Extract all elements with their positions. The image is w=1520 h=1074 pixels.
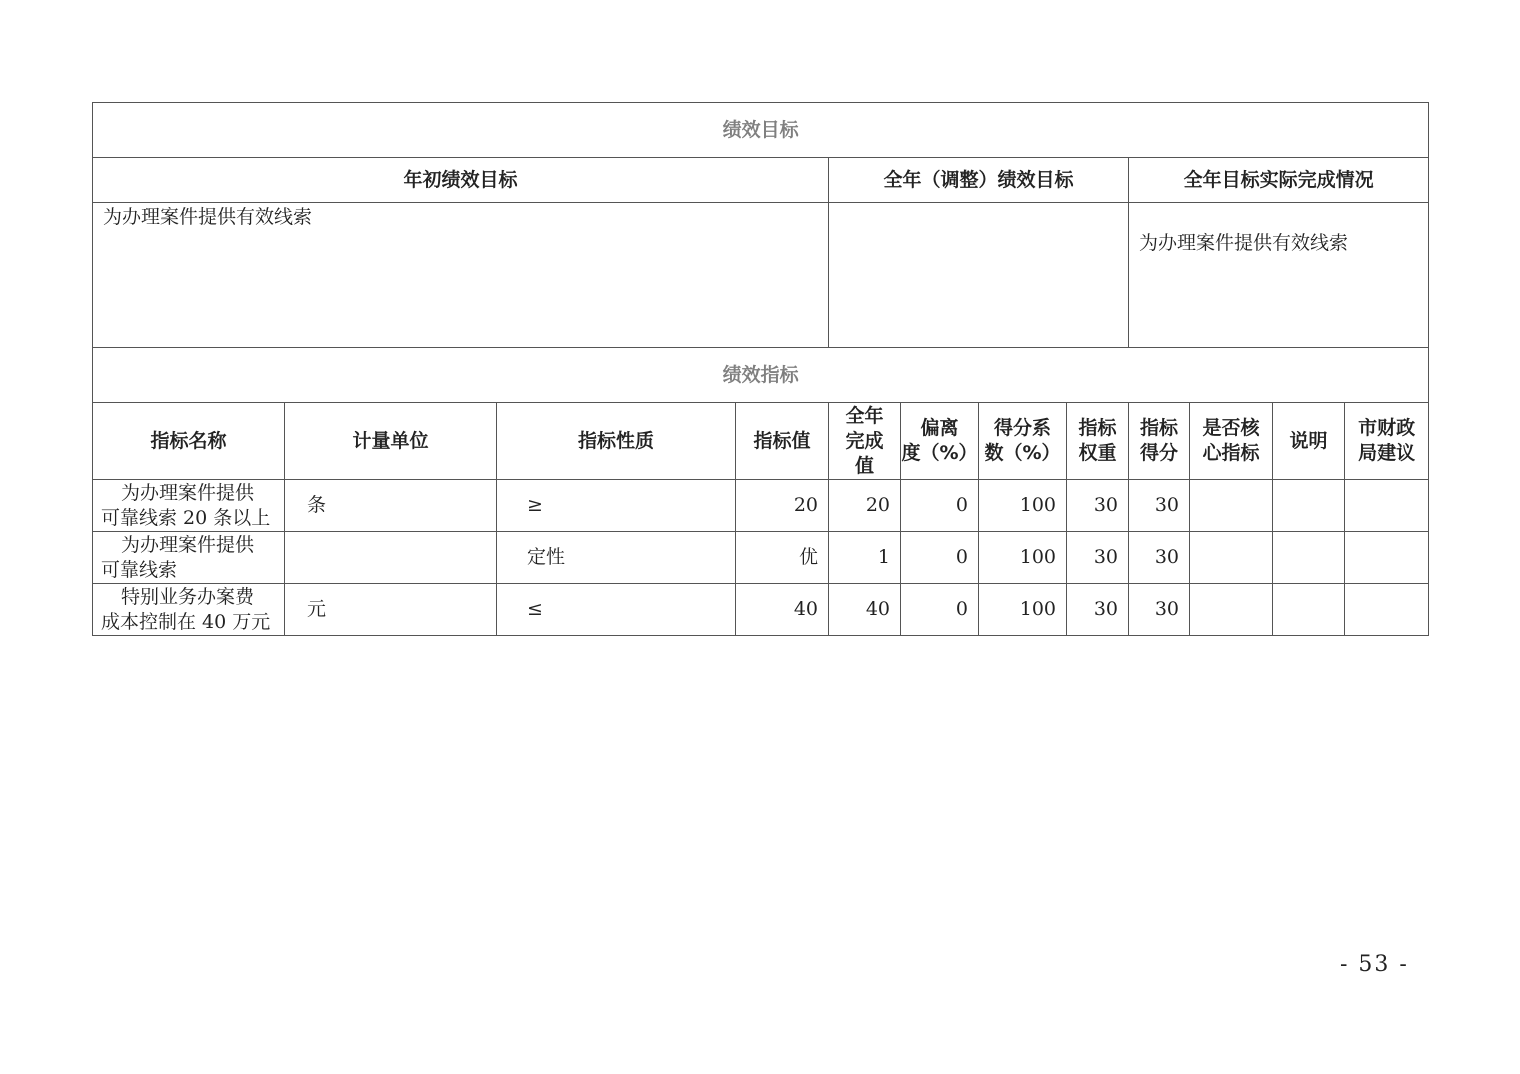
- table-row: [93, 584, 1429, 636]
- header-value: 指标值: [736, 403, 829, 480]
- indicator-core: [1190, 532, 1273, 584]
- indicator-bureau: [1345, 480, 1429, 532]
- actual-completion-header: 全年目标实际完成情况: [1129, 158, 1429, 203]
- actual-completion-cell: [1129, 203, 1429, 348]
- indicator-weight: 30: [1067, 480, 1129, 532]
- indicator-value: 40: [736, 584, 829, 636]
- adjusted-goal-header: 全年（调整）绩效目标: [829, 158, 1129, 203]
- indicator-nature: 定性: [497, 532, 736, 584]
- page-number: - 53 -: [1340, 952, 1409, 977]
- indicator-name: 特别业务办案费 成本控制在 40 万元: [93, 584, 285, 636]
- indicator-core: [1190, 584, 1273, 636]
- initial-goal-header: 年初绩效目标: [93, 158, 829, 203]
- adjusted-goal-cell: [829, 203, 1129, 348]
- header-score: 指标 得分: [1129, 403, 1190, 480]
- indicator-deviation: 0: [901, 584, 979, 636]
- initial-goal-text: 为办理案件提供有效线索: [103, 206, 313, 228]
- indicator-coefficient: 100: [979, 532, 1067, 584]
- actual-completion-text: 为办理案件提供有效线索: [1139, 232, 1349, 254]
- header-done: 全年 完成 值: [829, 403, 901, 480]
- header-weight: 指标 权重: [1067, 403, 1129, 480]
- header-name: 指标名称: [93, 403, 285, 480]
- indicator-score: 30: [1129, 480, 1190, 532]
- header-deviation: 偏离 度（%）: [901, 403, 979, 480]
- indicator-score: 30: [1129, 584, 1190, 636]
- indicator-done: 1: [829, 532, 901, 584]
- indicator-weight: 30: [1067, 584, 1129, 636]
- indicator-deviation: 0: [901, 480, 979, 532]
- goals-section-title: 绩效目标: [93, 103, 1429, 158]
- indicator-deviation: 0: [901, 532, 979, 584]
- indicator-weight: 30: [1067, 532, 1129, 584]
- indicator-unit: [285, 532, 497, 584]
- indicator-done: 20: [829, 480, 901, 532]
- table-row: [93, 480, 1429, 532]
- table-row: [93, 532, 1429, 584]
- indicators-header-row: [93, 403, 1429, 480]
- header-note: 说明: [1273, 403, 1345, 480]
- indicator-unit: 元: [285, 584, 497, 636]
- indicator-note: [1273, 532, 1345, 584]
- header-coefficient: 得分系 数（%）: [979, 403, 1067, 480]
- header-bureau: 市财政 局建议: [1345, 403, 1429, 480]
- indicators-section-title: 绩效指标: [93, 348, 1429, 403]
- indicator-coefficient: 100: [979, 584, 1067, 636]
- header-nature: 指标性质: [497, 403, 736, 480]
- header-unit: 计量单位: [285, 403, 497, 480]
- performance-table: [92, 102, 1429, 636]
- indicator-unit: 条: [285, 480, 497, 532]
- indicator-value: 优: [736, 532, 829, 584]
- adjusted-goal-text: [829, 203, 1128, 207]
- indicator-nature: ≤: [497, 584, 736, 636]
- indicator-score: 30: [1129, 532, 1190, 584]
- indicator-done: 40: [829, 584, 901, 636]
- indicator-note: [1273, 584, 1345, 636]
- indicator-core: [1190, 480, 1273, 532]
- indicator-note: [1273, 480, 1345, 532]
- indicator-bureau: [1345, 584, 1429, 636]
- initial-goal-cell: [93, 203, 829, 348]
- indicator-coefficient: 100: [979, 480, 1067, 532]
- header-core: 是否核 心指标: [1190, 403, 1273, 480]
- indicator-value: 20: [736, 480, 829, 532]
- indicator-name: 为办理案件提供 可靠线索: [93, 532, 285, 584]
- indicator-nature: ≥: [497, 480, 736, 532]
- indicator-bureau: [1345, 532, 1429, 584]
- indicator-name: 为办理案件提供 可靠线索 20 条以上: [93, 480, 285, 532]
